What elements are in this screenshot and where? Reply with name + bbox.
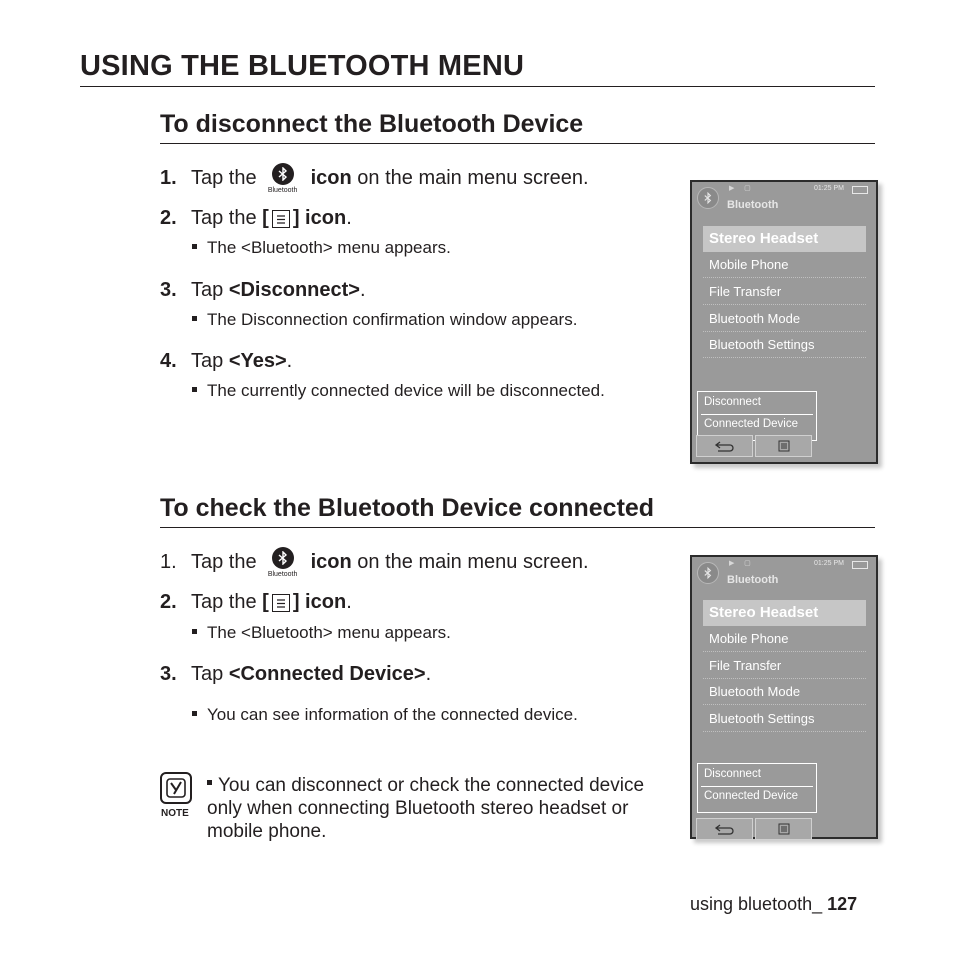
- title-divider: [80, 86, 875, 87]
- popup-disconnect[interactable]: Disconnect: [704, 396, 761, 408]
- back-button[interactable]: [696, 818, 753, 840]
- battery-icon: [852, 186, 868, 194]
- menu-button[interactable]: [755, 818, 812, 840]
- menu-item-bluetooth-settings[interactable]: Bluetooth Settings: [703, 332, 866, 358]
- menu-button[interactable]: [755, 435, 812, 457]
- disconnect-step-2-note: The <Bluetooth> menu appears.: [192, 238, 451, 258]
- page-title: USING THE BLUETOOTH MENU: [80, 50, 525, 82]
- note-text: You can disconnect or check the connected device only when connecting Bluetooth stereo headset or mobile phone.: [207, 775, 645, 842]
- device-screen-check: ▶ ▢ 01:25 PM Bluetooth Stereo Headset Mobile Phone File Transfer Bluetooth Mode Bluetooth Settings Disconnect Connected Device: [690, 555, 878, 839]
- section-disconnect-title: To disconnect the Bluetooth Device: [160, 110, 584, 138]
- disconnect-step-3: 3. Tap <Disconnect> .: [160, 278, 366, 301]
- context-popup: [697, 763, 817, 813]
- section-check-divider: [160, 527, 875, 528]
- play-icon: ▶ ▢: [729, 560, 751, 567]
- bluetooth-icon: Bluetooth: [265, 163, 301, 194]
- section-disconnect-divider: [160, 143, 875, 144]
- menu-item-mobile-phone[interactable]: Mobile Phone: [703, 252, 866, 278]
- menu-item-file-transfer[interactable]: File Transfer: [703, 653, 866, 679]
- bluetooth-icon: [697, 187, 719, 209]
- section-check-title: To check the Bluetooth Device connected: [160, 494, 655, 522]
- play-icon: ▶ ▢: [729, 185, 751, 192]
- disconnect-step-1: 1. Tap the Bluetooth icon on the main menu screen.: [160, 158, 589, 198]
- note-icon: [160, 772, 192, 804]
- context-popup: [697, 391, 817, 441]
- disconnect-step-3-note: The Disconnection confirmation window appears.: [192, 310, 577, 330]
- page-footer: using bluetooth_ 127: [690, 894, 858, 914]
- menu-icon: [272, 594, 290, 612]
- popup-connected-device[interactable]: Connected Device: [704, 418, 798, 430]
- check-step-3: 3. Tap <Connected Device> .: [160, 662, 432, 685]
- check-step-2: 2. Tap the [ ] icon .: [160, 590, 352, 613]
- menu-item-file-transfer[interactable]: File Transfer: [703, 279, 866, 305]
- check-step-3-note: You can see information of the connected device.: [192, 705, 578, 725]
- popup-connected-device[interactable]: Connected Device: [704, 790, 798, 802]
- disconnect-step-4: 4. Tap <Yes> .: [160, 349, 293, 372]
- menu-item-bluetooth-mode[interactable]: Bluetooth Mode: [703, 679, 866, 705]
- menu-item-stereo-headset[interactable]: Stereo Headset: [703, 600, 866, 626]
- menu-item-bluetooth-settings[interactable]: Bluetooth Settings: [703, 706, 866, 732]
- disconnect-step-4-note: The currently connected device will be disconnected.: [192, 381, 605, 401]
- bluetooth-icon: Bluetooth: [265, 547, 301, 578]
- check-step-1: 1. Tap the Bluetooth icon on the main menu screen.: [160, 542, 589, 582]
- note-caption: NOTE: [161, 808, 189, 819]
- page-number: 127: [827, 894, 858, 914]
- check-step-2-note: The <Bluetooth> menu appears.: [192, 623, 451, 643]
- menu-item-stereo-headset[interactable]: Stereo Headset: [703, 226, 866, 252]
- device-screen-disconnect: ▶ ▢ 01:25 PM Bluetooth Stereo Headset Mobile Phone File Transfer Bluetooth Mode Bluetooth Settings Disconnect Connected Device: [690, 180, 878, 464]
- menu-item-bluetooth-mode[interactable]: Bluetooth Mode: [703, 306, 866, 332]
- bluetooth-icon: [697, 562, 719, 584]
- battery-icon: [852, 561, 868, 569]
- disconnect-step-2: 2. Tap the [ ] icon .: [160, 206, 352, 229]
- back-button[interactable]: [696, 435, 753, 457]
- popup-disconnect[interactable]: Disconnect: [704, 768, 761, 780]
- menu-item-mobile-phone[interactable]: Mobile Phone: [703, 626, 866, 652]
- menu-icon: [272, 210, 290, 228]
